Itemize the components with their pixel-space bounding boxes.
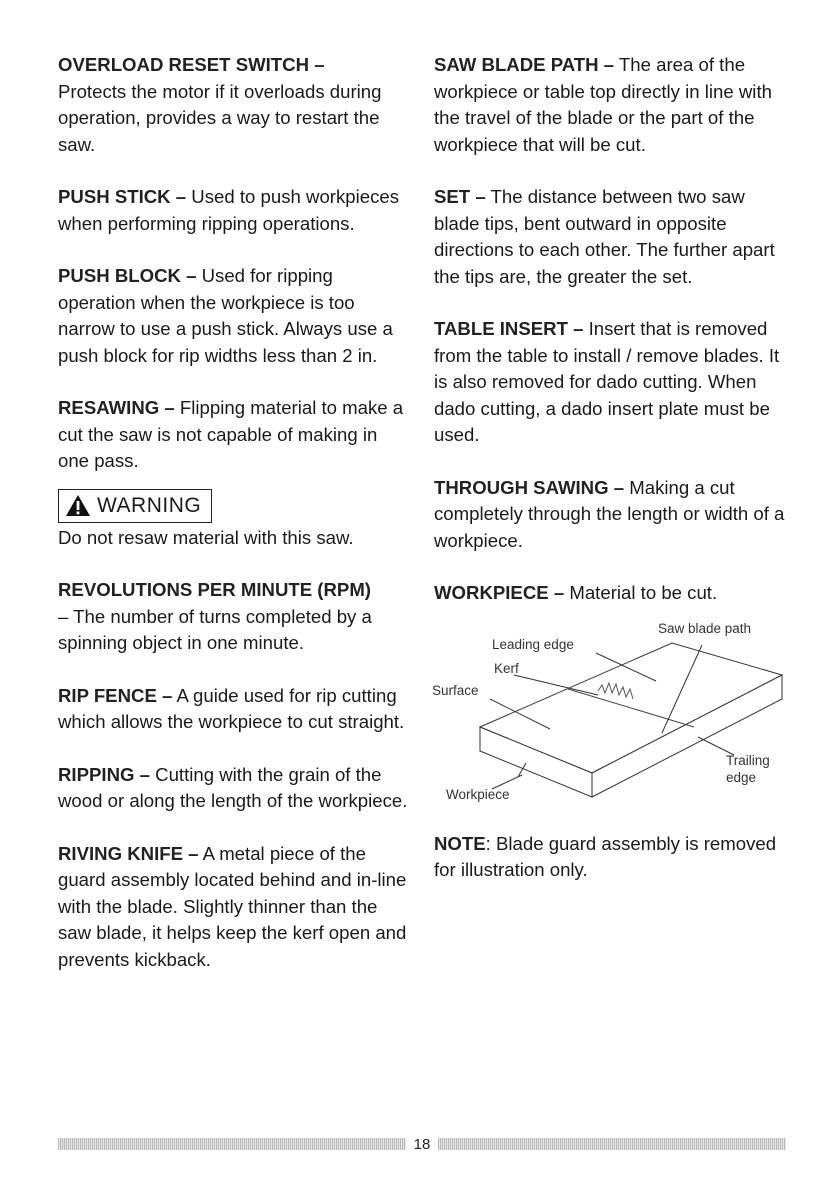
glossary-entry-overload-reset-switch	[58, 52, 410, 158]
entry-term: PUSH STICK –	[58, 186, 187, 207]
label-kerf: Kerf	[494, 660, 519, 676]
entry-definition: A metal piece of the guard assembly located behind and in-line with the blade. Slightly thinner than the saw blade, it helps keep the kerf open and prevents kickback.	[58, 842, 407, 970]
entry-term: SAW BLADE PATH –	[434, 54, 615, 75]
warning-label: WARNING	[97, 493, 202, 517]
glossary-entry-saw-blade-path	[434, 52, 786, 158]
entry-definition: Used for ripping operation when the workpiece is too narrow to use a push stick. Always use a push block for rip widths less than 2 in.	[58, 265, 393, 366]
glossary-entry-push-stick	[58, 184, 410, 237]
entry-definition: Insert that is removed from the table to install / remove blades. It is also removed for dado cutting. When dado cutting, a dado insert plate must be used.	[434, 318, 780, 445]
entry-term: THROUGH SAWING –	[434, 476, 625, 498]
note	[434, 831, 786, 884]
warning-triangle-icon	[65, 494, 91, 517]
entry-term: SET –	[434, 186, 486, 207]
entry-term: RIVING KNIFE –	[58, 842, 199, 864]
page-footer	[58, 1134, 786, 1154]
label-edge: edge	[726, 769, 757, 785]
entry-definition: – The number of turns completed by a spinning object in one minute.	[58, 605, 372, 653]
glossary-entry-resawing	[58, 395, 410, 475]
entry-term: RESAWING –	[58, 397, 175, 418]
entry-definition: The distance between two saw blade tips, bent outward in opposite directions to each other. The further apart the tips are, the greater the set.	[434, 186, 775, 287]
workpiece-diagram	[430, 620, 790, 813]
label-trailing: Trailing	[726, 752, 770, 768]
label-workpiece: Workpiece	[446, 786, 510, 802]
label-leading-edge: Leading edge	[492, 636, 574, 652]
note-term: NOTE	[434, 832, 486, 854]
entry-term: OVERLOAD RESET SWITCH –	[58, 54, 325, 75]
entry-term: PUSH BLOCK –	[58, 265, 197, 286]
entry-definition: Protects the motor if it overloads during operation, provides a way to restart the saw.	[58, 80, 382, 155]
warning-box	[58, 489, 212, 523]
glossary-entry-rip-fence	[58, 683, 410, 736]
label-surface: Surface	[432, 682, 479, 698]
glossary-entry-rpm	[58, 577, 410, 657]
entry-term: TABLE INSERT –	[434, 318, 584, 339]
note-text: : Blade guard assembly is removed for illustration only.	[434, 832, 777, 880]
entry-definition: Flipping material to make a cut the saw is not capable of making in one pass.	[58, 397, 404, 471]
entry-definition: Making a cut completely through the length or width of a workpiece.	[434, 476, 785, 551]
label-saw-blade-path: Saw blade path	[658, 620, 752, 636]
entry-definition: Material to be cut.	[564, 582, 718, 603]
entry-definition: Cutting with the grain of the wood or along the length of the workpiece.	[58, 763, 408, 811]
glossary-entry-push-block	[58, 263, 410, 369]
entry-definition: Used to push workpieces when performing ripping operations.	[58, 186, 400, 234]
entry-term: REVOLUTIONS PER MINUTE (RPM)	[58, 579, 371, 600]
entry-term: WORKPIECE –	[434, 582, 565, 603]
glossary-entry-workpiece	[434, 580, 786, 607]
glossary-entry-set	[434, 184, 786, 290]
left-column	[58, 52, 410, 999]
glossary-entry-ripping	[58, 762, 410, 815]
glossary-entry-table-insert	[434, 316, 786, 449]
entry-definition: A guide used for rip cutting which allows the workpiece to cut straight.	[58, 684, 405, 732]
footer-rule-left	[58, 1138, 406, 1150]
right-column	[434, 52, 786, 910]
page-number: 18	[413, 1135, 431, 1153]
entry-term: RIPPING –	[58, 763, 150, 785]
entry-definition: The area of the workpiece or table top directly in line with the travel of the blade or the part of the workpiece that will be cut.	[434, 54, 772, 155]
glossary-entry-riving-knife	[58, 841, 410, 974]
glossary-entry-through-sawing	[434, 475, 786, 555]
footer-rule-right	[438, 1138, 786, 1150]
warning-text: Do not resaw material with this saw.	[58, 526, 354, 548]
entry-term: RIP FENCE –	[58, 684, 173, 706]
